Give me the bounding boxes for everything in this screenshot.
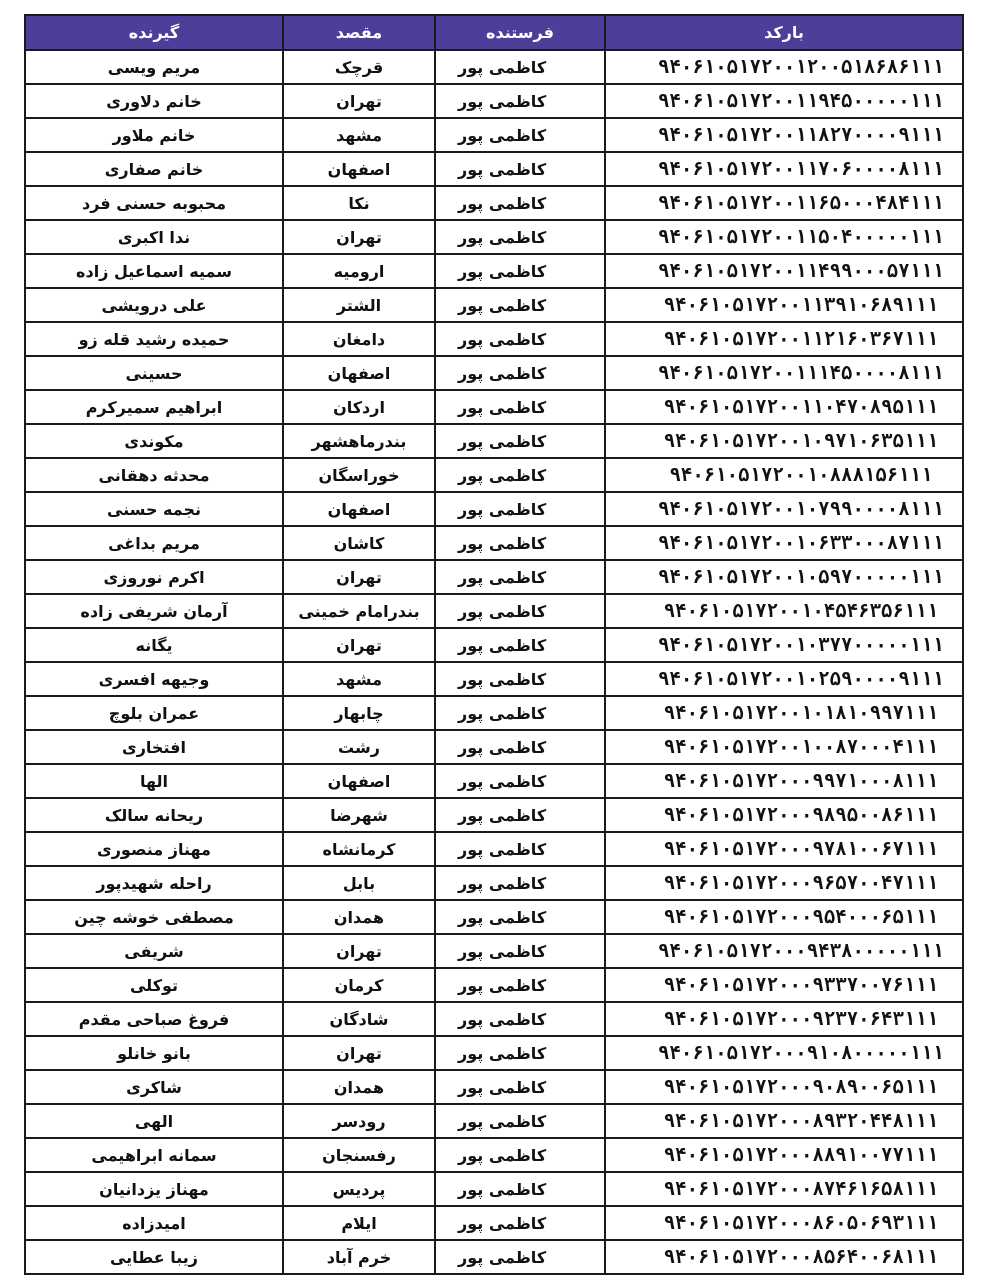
sender-cell: کاظمی پور <box>435 424 605 458</box>
barcode-cell: ۹۴۰۶۱۰۵۱۷۲۰۰۰۸۸۹۱۰۰۷۷۱۱۱ <box>605 1138 963 1172</box>
sender-cell: کاظمی پور <box>435 1138 605 1172</box>
table-row <box>25 798 963 832</box>
barcode-cell: ۹۴۰۶۱۰۵۱۷۲۰۰۱۰۱۸۱۰۹۹۷۱۱۱ <box>605 696 963 730</box>
barcode-cell: ۹۴۰۶۱۰۵۱۷۲۰۰۱۱۸۲۷۰۰۰۰۹۱۱۱ <box>605 118 963 152</box>
destination-cell: قرچک <box>283 50 435 84</box>
barcode-cell: ۹۴۰۶۱۰۵۱۷۲۰۰۰۸۶۰۵۰۶۹۳۱۱۱ <box>605 1206 963 1240</box>
receiver-cell: توکلی <box>25 968 283 1002</box>
destination-cell: اصفهان <box>283 152 435 186</box>
destination-cell: تهران <box>283 934 435 968</box>
barcode-cell: ۹۴۰۶۱۰۵۱۷۲۰۰۰۹۰۸۹۰۰۶۵۱۱۱ <box>605 1070 963 1104</box>
barcode-cell: ۹۴۰۶۱۰۵۱۷۲۰۰۱۰۵۹۷۰۰۰۰۰۱۱۱ <box>605 560 963 594</box>
barcode-cell: ۹۴۰۶۱۰۵۱۷۲۰۰۱۱۲۱۶۰۳۶۷۱۱۱ <box>605 322 963 356</box>
sender-cell: کاظمی پور <box>435 186 605 220</box>
shipment-sheet <box>24 14 962 1275</box>
sender-cell: کاظمی پور <box>435 458 605 492</box>
barcode-cell: ۹۴۰۶۱۰۵۱۷۲۰۰۰۹۶۵۷۰۰۴۷۱۱۱ <box>605 866 963 900</box>
receiver-cell: مصطفی خوشه چین <box>25 900 283 934</box>
receiver-cell: خانم صفاری <box>25 152 283 186</box>
destination-cell: کاشان <box>283 526 435 560</box>
sender-cell: کاظمی پور <box>435 730 605 764</box>
receiver-cell: اکرم نوروزی <box>25 560 283 594</box>
table-row <box>25 1240 963 1274</box>
barcode-cell: ۹۴۰۶۱۰۵۱۷۲۰۰۱۰۹۷۱۰۶۳۵۱۱۱ <box>605 424 963 458</box>
barcode-cell: ۹۴۰۶۱۰۵۱۷۲۰۰۱۰۲۵۹۰۰۰۰۹۱۱۱ <box>605 662 963 696</box>
table-row <box>25 220 963 254</box>
barcode-cell: ۹۴۰۶۱۰۵۱۷۲۰۰۱۱۷۰۶۰۰۰۰۸۱۱۱ <box>605 152 963 186</box>
table-row <box>25 390 963 424</box>
barcode-cell: ۹۴۰۶۱۰۵۱۷۲۰۰۰۹۲۳۷۰۶۴۳۱۱۱ <box>605 1002 963 1036</box>
sender-cell: کاظمی پور <box>435 934 605 968</box>
sender-cell: کاظمی پور <box>435 832 605 866</box>
receiver-cell: بانو خانلو <box>25 1036 283 1070</box>
barcode-cell: ۹۴۰۶۱۰۵۱۷۲۰۰۰۸۵۶۴۰۰۶۸۱۱۱ <box>605 1240 963 1274</box>
receiver-cell: مریم ویسی <box>25 50 283 84</box>
sender-cell: کاظمی پور <box>435 1002 605 1036</box>
destination-cell: تهران <box>283 628 435 662</box>
destination-cell: تهران <box>283 560 435 594</box>
destination-cell: اصفهان <box>283 356 435 390</box>
destination-cell: الشتر <box>283 288 435 322</box>
barcode-cell: ۹۴۰۶۱۰۵۱۷۲۰۰۰۹۷۸۱۰۰۶۷۱۱۱ <box>605 832 963 866</box>
table-row <box>25 628 963 662</box>
sender-cell: کاظمی پور <box>435 152 605 186</box>
table-row <box>25 84 963 118</box>
receiver-cell: زیبا عطایی <box>25 1240 283 1274</box>
sender-cell: کاظمی پور <box>435 1070 605 1104</box>
destination-cell: بندرماهشهر <box>283 424 435 458</box>
sender-cell: کاظمی پور <box>435 84 605 118</box>
sender-cell: کاظمی پور <box>435 1172 605 1206</box>
receiver-cell: ندا اکبری <box>25 220 283 254</box>
sender-cell: کاظمی پور <box>435 968 605 1002</box>
barcode-cell: ۹۴۰۶۱۰۵۱۷۲۰۰۰۹۹۷۱۰۰۰۸۱۱۱ <box>605 764 963 798</box>
table-row <box>25 356 963 390</box>
sender-cell: کاظمی پور <box>435 662 605 696</box>
destination-cell: خرم آباد <box>283 1240 435 1274</box>
table-row <box>25 152 963 186</box>
table-row <box>25 696 963 730</box>
receiver-cell: افتخاری <box>25 730 283 764</box>
receiver-cell: مهناز یزدانیان <box>25 1172 283 1206</box>
barcode-cell: ۹۴۰۶۱۰۵۱۷۲۰۰۱۰۳۷۷۰۰۰۰۰۱۱۱ <box>605 628 963 662</box>
barcode-cell: ۹۴۰۶۱۰۵۱۷۲۰۰۱۱۴۹۹۰۰۰۵۷۱۱۱ <box>605 254 963 288</box>
receiver-cell: وجیهه افسری <box>25 662 283 696</box>
sender-cell: کاظمی پور <box>435 288 605 322</box>
header-sender: فرستنده <box>435 15 605 50</box>
destination-cell: رشت <box>283 730 435 764</box>
destination-cell: اصفهان <box>283 764 435 798</box>
destination-cell: همدان <box>283 900 435 934</box>
receiver-cell: مریم بداغی <box>25 526 283 560</box>
destination-cell: رفسنجان <box>283 1138 435 1172</box>
table-row <box>25 1172 963 1206</box>
table-row <box>25 458 963 492</box>
sender-cell: کاظمی پور <box>435 628 605 662</box>
destination-cell: مشهد <box>283 118 435 152</box>
destination-cell: دامغان <box>283 322 435 356</box>
table-row <box>25 560 963 594</box>
barcode-cell: ۹۴۰۶۱۰۵۱۷۲۰۰۱۰۴۵۴۶۳۵۶۱۱۱ <box>605 594 963 628</box>
receiver-cell: نجمه حسنی <box>25 492 283 526</box>
destination-cell: کرمان <box>283 968 435 1002</box>
sender-cell: کاظمی پور <box>435 50 605 84</box>
receiver-cell: سمیه اسماعیل زاده <box>25 254 283 288</box>
receiver-cell: راحله شهیدپور <box>25 866 283 900</box>
sender-cell: کاظمی پور <box>435 1240 605 1274</box>
destination-cell: کرمانشاه <box>283 832 435 866</box>
table-row <box>25 492 963 526</box>
table-body <box>25 50 963 1274</box>
destination-cell: چابهار <box>283 696 435 730</box>
destination-cell: نکا <box>283 186 435 220</box>
barcode-cell: ۹۴۰۶۱۰۵۱۷۲۰۰۱۱۵۰۴۰۰۰۰۰۱۱۱ <box>605 220 963 254</box>
sender-cell: کاظمی پور <box>435 118 605 152</box>
barcode-cell: ۹۴۰۶۱۰۵۱۷۲۰۰۱۲۰۰۵۱۸۶۸۶۱۱۱ <box>605 50 963 84</box>
sender-cell: کاظمی پور <box>435 390 605 424</box>
sender-cell: کاظمی پور <box>435 1036 605 1070</box>
destination-cell: شادگان <box>283 1002 435 1036</box>
barcode-cell: ۹۴۰۶۱۰۵۱۷۲۰۰۰۸۹۳۲۰۴۴۸۱۱۱ <box>605 1104 963 1138</box>
destination-cell: تهران <box>283 1036 435 1070</box>
receiver-cell: فروغ صباحی مقدم <box>25 1002 283 1036</box>
table-row <box>25 662 963 696</box>
receiver-cell: محبوبه حسنی فرد <box>25 186 283 220</box>
barcode-cell: ۹۴۰۶۱۰۵۱۷۲۰۰۰۸۷۴۶۱۶۵۸۱۱۱ <box>605 1172 963 1206</box>
barcode-cell: ۹۴۰۶۱۰۵۱۷۲۰۰۱۱۰۴۷۰۸۹۵۱۱۱ <box>605 390 963 424</box>
table-row <box>25 866 963 900</box>
destination-cell: مشهد <box>283 662 435 696</box>
header-receiver: گیرنده <box>25 15 283 50</box>
sender-cell: کاظمی پور <box>435 1206 605 1240</box>
sender-cell: کاظمی پور <box>435 526 605 560</box>
receiver-cell: خانم ملاور <box>25 118 283 152</box>
table-row <box>25 50 963 84</box>
destination-cell: شهرضا <box>283 798 435 832</box>
table-row <box>25 730 963 764</box>
destination-cell: پردیس <box>283 1172 435 1206</box>
sender-cell: کاظمی پور <box>435 1104 605 1138</box>
receiver-cell: الها <box>25 764 283 798</box>
barcode-cell: ۹۴۰۶۱۰۵۱۷۲۰۰۱۱۶۵۰۰۰۴۸۴۱۱۱ <box>605 186 963 220</box>
table-header <box>25 15 963 50</box>
table-row <box>25 1036 963 1070</box>
receiver-cell: علی درویشی <box>25 288 283 322</box>
receiver-cell: شریفی <box>25 934 283 968</box>
table-row <box>25 526 963 560</box>
table-row <box>25 186 963 220</box>
receiver-cell: محدثه دهقانی <box>25 458 283 492</box>
receiver-cell: عمران بلوچ <box>25 696 283 730</box>
barcode-cell: ۹۴۰۶۱۰۵۱۷۲۰۰۱۱۹۴۵۰۰۰۰۰۱۱۱ <box>605 84 963 118</box>
header-destination: مقصد <box>283 15 435 50</box>
barcode-cell: ۹۴۰۶۱۰۵۱۷۲۰۰۰۹۳۳۷۰۰۷۶۱۱۱ <box>605 968 963 1002</box>
sender-cell: کاظمی پور <box>435 696 605 730</box>
table-row <box>25 254 963 288</box>
sender-cell: کاظمی پور <box>435 764 605 798</box>
sender-cell: کاظمی پور <box>435 492 605 526</box>
receiver-cell: الهی <box>25 1104 283 1138</box>
receiver-cell: ریحانه سالک <box>25 798 283 832</box>
sender-cell: کاظمی پور <box>435 560 605 594</box>
destination-cell: همدان <box>283 1070 435 1104</box>
table-row <box>25 322 963 356</box>
barcode-cell: ۹۴۰۶۱۰۵۱۷۲۰۰۰۹۱۰۸۰۰۰۰۰۱۱۱ <box>605 1036 963 1070</box>
table-row <box>25 1002 963 1036</box>
receiver-cell: حسینی <box>25 356 283 390</box>
shipment-table <box>24 14 964 1275</box>
receiver-cell: سمانه ابراهیمی <box>25 1138 283 1172</box>
table-row <box>25 594 963 628</box>
receiver-cell: مهناز منصوری <box>25 832 283 866</box>
destination-cell: خوراسگان <box>283 458 435 492</box>
sender-cell: کاظمی پور <box>435 254 605 288</box>
destination-cell: اردکان <box>283 390 435 424</box>
barcode-cell: ۹۴۰۶۱۰۵۱۷۲۰۰۱۱۱۴۵۰۰۰۰۸۱۱۱ <box>605 356 963 390</box>
table-row <box>25 118 963 152</box>
sender-cell: کاظمی پور <box>435 322 605 356</box>
destination-cell: بندرامام خمینی <box>283 594 435 628</box>
sender-cell: کاظمی پور <box>435 900 605 934</box>
table-row <box>25 1206 963 1240</box>
barcode-cell: ۹۴۰۶۱۰۵۱۷۲۰۰۱۰۰۸۷۰۰۰۴۱۱۱ <box>605 730 963 764</box>
receiver-cell: حمیده رشید قله زو <box>25 322 283 356</box>
header-barcode: بارکد <box>605 15 963 50</box>
table-row <box>25 968 963 1002</box>
receiver-cell: آرمان شریفی زاده <box>25 594 283 628</box>
table-row <box>25 934 963 968</box>
table-row <box>25 832 963 866</box>
receiver-cell: امیدزاده <box>25 1206 283 1240</box>
destination-cell: رودسر <box>283 1104 435 1138</box>
table-row <box>25 900 963 934</box>
receiver-cell: مکوندی <box>25 424 283 458</box>
sender-cell: کاظمی پور <box>435 866 605 900</box>
barcode-cell: ۹۴۰۶۱۰۵۱۷۲۰۰۰۹۵۴۰۰۰۶۵۱۱۱ <box>605 900 963 934</box>
receiver-cell: ابراهیم سمیرکرم <box>25 390 283 424</box>
receiver-cell: یگانه <box>25 628 283 662</box>
barcode-cell: ۹۴۰۶۱۰۵۱۷۲۰۰۱۱۳۹۱۰۶۸۹۱۱۱ <box>605 288 963 322</box>
sender-cell: کاظمی پور <box>435 798 605 832</box>
table-row <box>25 288 963 322</box>
destination-cell: اصفهان <box>283 492 435 526</box>
table-row <box>25 764 963 798</box>
sender-cell: کاظمی پور <box>435 356 605 390</box>
receiver-cell: شاکری <box>25 1070 283 1104</box>
table-row <box>25 424 963 458</box>
header-row <box>25 15 963 50</box>
table-row <box>25 1070 963 1104</box>
destination-cell: ارومیه <box>283 254 435 288</box>
barcode-cell: ۹۴۰۶۱۰۵۱۷۲۰۰۱۰۶۳۳۰۰۰۸۷۱۱۱ <box>605 526 963 560</box>
destination-cell: تهران <box>283 84 435 118</box>
barcode-cell: ۹۴۰۶۱۰۵۱۷۲۰۰۰۹۴۳۸۰۰۰۰۰۱۱۱ <box>605 934 963 968</box>
barcode-cell: ۹۴۰۶۱۰۵۱۷۲۰۰۱۰۷۹۹۰۰۰۰۸۱۱۱ <box>605 492 963 526</box>
barcode-cell: ۹۴۰۶۱۰۵۱۷۲۰۰۰۹۸۹۵۰۰۸۶۱۱۱ <box>605 798 963 832</box>
sender-cell: کاظمی پور <box>435 594 605 628</box>
destination-cell: تهران <box>283 220 435 254</box>
receiver-cell: خانم دلاوری <box>25 84 283 118</box>
table-row <box>25 1138 963 1172</box>
sender-cell: کاظمی پور <box>435 220 605 254</box>
table-row <box>25 1104 963 1138</box>
destination-cell: ایلام <box>283 1206 435 1240</box>
destination-cell: بابل <box>283 866 435 900</box>
barcode-cell: ۹۴۰۶۱۰۵۱۷۲۰۰۱۰۸۸۸۱۵۶۱۱۱ <box>605 458 963 492</box>
